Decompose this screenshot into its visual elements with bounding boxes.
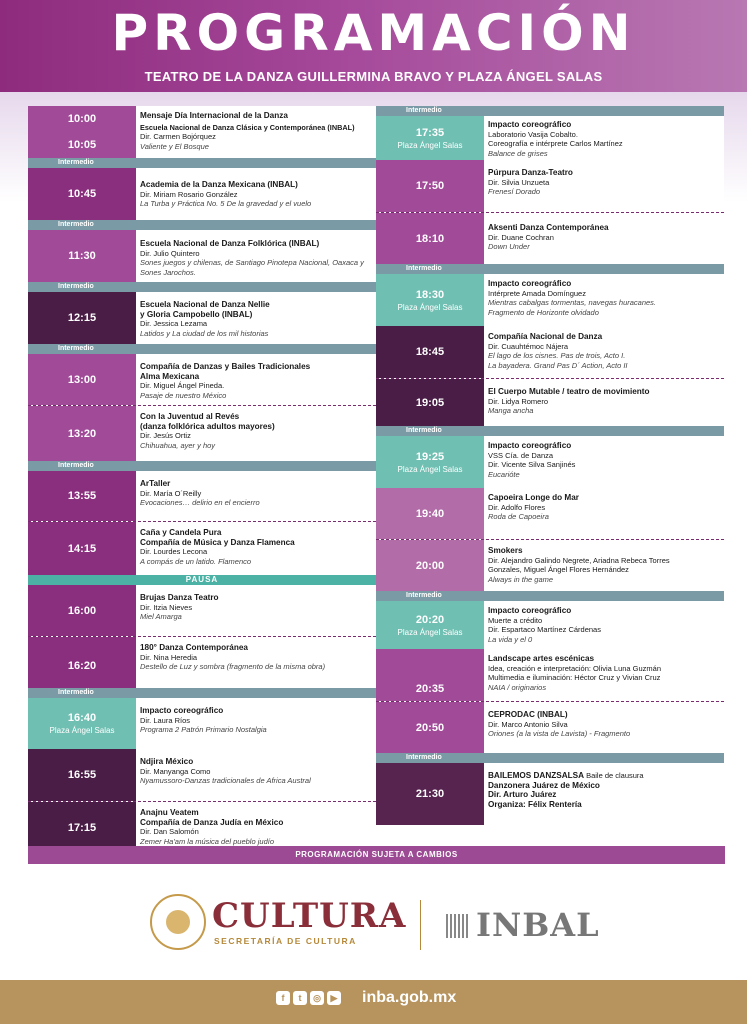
entry-director: Dir. Alejandro Galindo Negrete, Ariadna Rebeca Torres xyxy=(488,555,670,565)
time-label: 16:00 xyxy=(67,604,97,617)
intermission-bar: Intermedio xyxy=(28,282,376,292)
time-label: 12:15 xyxy=(67,312,97,324)
intermission-bar: Intermedio xyxy=(28,220,376,230)
time-label: 13:20 xyxy=(67,427,97,440)
schedule-entry xyxy=(28,406,376,461)
entry-director: Gonzales, Miguel Ángel Flores Hernández xyxy=(488,565,629,575)
entry-director: Dir. Laura Ríos xyxy=(140,715,191,725)
entry-details xyxy=(136,585,376,636)
entry-title: (danza folklórica adultos mayores) xyxy=(140,421,275,431)
intermission-bar: Intermedio xyxy=(28,461,376,471)
entry-title: Compañía de Danzas y Bailes Tradicionales xyxy=(140,362,311,371)
entry-details xyxy=(484,763,724,825)
schedule-column-right xyxy=(376,106,724,825)
time-block xyxy=(376,116,484,160)
venue-subtitle: TEATRO DE LA DANZA GUILLERMINA BRAVO Y PLAZA ÁNGEL SALAS xyxy=(144,69,603,84)
entry-title: y Gloria Campobello (INBAL) xyxy=(140,309,253,319)
entry-work: Valiente y El Bosque xyxy=(140,141,209,151)
time-block xyxy=(376,274,484,326)
time-label: 14:15 xyxy=(67,542,97,555)
schedule-entry xyxy=(376,702,724,753)
time-label: 13:00 xyxy=(67,373,97,386)
entry-title: Landscape artes escénicas xyxy=(488,654,595,663)
time-block xyxy=(28,749,136,801)
time-label: 10:45 xyxy=(67,188,97,200)
time-label: 13:55 xyxy=(67,490,97,502)
entry-title: Anajnu Veatem xyxy=(140,808,199,817)
logo-strip xyxy=(0,880,747,975)
schedule-column-left xyxy=(28,106,376,854)
time-block xyxy=(28,354,136,405)
intermission-bar: Intermedio xyxy=(376,426,724,436)
entry-title: Impacto coreográfico xyxy=(488,441,572,450)
time-block xyxy=(28,292,136,344)
schedule-entry xyxy=(28,106,376,158)
entry-director: Dir. María O´Reilly xyxy=(140,488,202,498)
entry-title: CEPRODAC (INBAL) xyxy=(488,710,568,719)
time-block xyxy=(376,763,484,825)
entry-subtitle: Baile de clausura xyxy=(583,771,644,780)
schedule-entry xyxy=(376,436,724,488)
time-label: 17:35 xyxy=(415,126,445,139)
schedule-entry xyxy=(28,585,376,637)
entry-title: Brujas Danza Teatro xyxy=(140,593,219,602)
entry-work: Pasaje de nuestro México xyxy=(140,390,227,400)
intermission-bar: Intermedio xyxy=(28,158,376,168)
inbal-building-icon xyxy=(446,914,470,938)
entry-work: Latidos y La ciudad de los mil historias xyxy=(140,328,269,338)
schedule-entry xyxy=(28,698,376,749)
entry-details xyxy=(136,522,376,575)
time-label: 18:45 xyxy=(415,346,445,358)
entry-director: Dir. Silvia Unzueta xyxy=(488,177,550,187)
entry-organizer: Organiza: Félix Rentería xyxy=(488,799,582,809)
time-block xyxy=(28,585,136,636)
schedule-entry xyxy=(376,160,724,213)
entry-title: BAILEMOS DANZSALSA xyxy=(488,771,584,780)
logo-divider xyxy=(420,900,421,950)
entry-director: Dir. Jessica Lezama xyxy=(140,319,208,329)
entry-director: Dir. Espartaco Martínez Cárdenas xyxy=(488,625,601,635)
schedule-entry xyxy=(28,749,376,802)
venue-label: Plaza Ángel Salas xyxy=(397,464,463,474)
entry-title: Impacto coreográfico xyxy=(488,279,572,288)
time-label: 19:40 xyxy=(415,507,445,520)
entry-work: Chihuahua, ayer y hoy xyxy=(140,440,216,450)
entry-details xyxy=(484,326,724,378)
schedule-entry xyxy=(376,326,724,379)
entry-director: Dir. Nina Heredia xyxy=(140,652,198,662)
entry-work: La vida y el 0 xyxy=(488,634,533,644)
entry-company: VSS Cía. de Danza xyxy=(488,450,554,460)
time-block xyxy=(28,406,136,461)
time-block xyxy=(376,436,484,488)
entry-details xyxy=(136,292,376,344)
entry-director: Dir. Lidya Romero xyxy=(488,396,549,406)
entry-details xyxy=(484,379,724,426)
entry-work: Balance de grises xyxy=(488,148,548,158)
schedule-entry xyxy=(28,471,376,522)
entry-title: Escuela Nacional de Danza Folklórica (INBAL) xyxy=(140,239,320,248)
entry-title: 180° Danza Contemporánea xyxy=(140,643,248,652)
entry-work: NAIA / originarios xyxy=(488,682,547,692)
entry-director: Dir. Lourdes Lecona xyxy=(140,547,208,557)
page-title: PROGRAMACIÓN xyxy=(111,4,636,62)
entry-work: Zemer Ha'am la música del pueblo judío xyxy=(140,836,274,846)
venue-label: Plaza Ángel Salas xyxy=(49,726,115,735)
time-block xyxy=(28,230,136,282)
time-label: 18:10 xyxy=(415,232,445,245)
entry-director: Dir. Jesús Ortiz xyxy=(140,431,191,441)
secretaria-label: SECRETARÍA DE CULTURA xyxy=(214,936,357,946)
schedule-entry xyxy=(28,637,376,688)
time-label: 19:05 xyxy=(415,396,445,409)
entry-title: Academia de la Danza Mexicana (INBAL) xyxy=(140,180,298,189)
time-label: 18:30 xyxy=(415,288,445,301)
entry-work: Fragmento de Horizonte olvidado xyxy=(488,307,599,317)
schedule-entry xyxy=(376,763,724,825)
entry-title: Capoeira Longe do Mar xyxy=(488,493,579,502)
entry-director: Dir. Carmen Bojórquez xyxy=(140,132,216,142)
schedule-entry xyxy=(28,230,376,282)
entry-title: Alma Mexicana xyxy=(140,371,200,381)
entry-title: Púrpura Danza-Teatro xyxy=(488,168,573,177)
time-label: 19:25 xyxy=(415,450,445,463)
entry-work: La bayadera. Grand Pas D´ Action, Acto II xyxy=(488,360,628,370)
intermission-bar: Intermedio xyxy=(376,264,724,274)
schedule-notice: PROGRAMACIÓN SUJETA A CAMBIOS xyxy=(28,846,725,864)
schedule-entry xyxy=(376,488,724,540)
schedule-entry xyxy=(376,601,724,649)
entry-details xyxy=(136,406,376,461)
time-block xyxy=(376,601,484,649)
schedule-entry xyxy=(376,274,724,326)
inbal-logo: INBAL xyxy=(476,906,600,944)
entry-title: Smokers xyxy=(488,546,523,555)
entry-title: Compañía de Danza Judía en México xyxy=(140,817,284,827)
entry-work: Nyamussoro-Danzas tradicionales de Africa Austral xyxy=(140,776,311,786)
time-label: 10:05 xyxy=(67,139,97,151)
entry-title: Impacto coreográfico xyxy=(140,706,224,715)
entry-details xyxy=(484,274,724,326)
schedule-entry xyxy=(376,379,724,426)
entry-work: Muerte a crédito xyxy=(488,615,543,625)
time-block xyxy=(28,106,136,158)
time-block xyxy=(28,168,136,220)
entry-director: Dir. Arturo Juárez xyxy=(488,790,557,800)
header-banner xyxy=(0,0,747,92)
time-label: 17:50 xyxy=(415,180,445,192)
entry-title: Caña y Candela Pura xyxy=(140,528,222,537)
entry-title: Ndjira México xyxy=(140,757,194,766)
entry-credits: Intérprete Amada Domínguez xyxy=(488,288,586,298)
entry-credits: Multimedia e iluminación: Héctor Cruz y Vivian Cruz xyxy=(488,673,661,683)
bottom-bar xyxy=(0,980,747,1024)
time-label: 21:30 xyxy=(415,788,445,800)
twitter-icon[interactable]: t xyxy=(293,991,307,1005)
entry-director: Dir. Adolfo Flores xyxy=(488,502,546,512)
time-label: 16:40 xyxy=(67,712,97,724)
entry-work: Destello de Luz y sombra (fragmento de la misma obra) xyxy=(140,662,326,672)
intermission-bar: Intermedio xyxy=(28,688,376,698)
entry-director: Dir. Miguel Ángel Pineda. xyxy=(140,381,225,391)
entry-details xyxy=(484,649,724,701)
venue-label: Plaza Ángel Salas xyxy=(397,302,463,312)
entry-director: Dir. Itzia Nieves xyxy=(140,602,193,612)
entry-work: A compás de un latido. Flamenco xyxy=(140,556,252,566)
entry-director: Dir. Dan Salomón xyxy=(140,827,199,837)
entry-title: Impacto coreográfico xyxy=(488,606,572,615)
entry-director: Dir. Cuauhtémoc Nájera xyxy=(488,341,569,351)
entry-work: Roda de Capoeira xyxy=(488,512,549,522)
time-label: 10:00 xyxy=(67,113,97,125)
facebook-icon[interactable]: f xyxy=(276,991,290,1005)
time-label: 20:00 xyxy=(415,559,445,572)
entry-work: Manga ancha xyxy=(488,406,534,416)
entry-credits: Coreografía e intérprete Carlos Martínez xyxy=(488,139,623,149)
instagram-icon[interactable]: ◎ xyxy=(310,991,324,1005)
entry-work: Mientras cabalgas tormentas, navegas huracanes. xyxy=(488,298,657,308)
time-block xyxy=(376,488,484,539)
entry-work: Always in the game xyxy=(488,574,554,584)
cultura-logo: CULTURA xyxy=(212,896,407,936)
schedule-entry xyxy=(28,522,376,575)
venue-label: Plaza Ángel Salas xyxy=(397,140,463,150)
schedule-entry xyxy=(28,168,376,220)
entry-work: Miel Amarga xyxy=(140,612,182,622)
social-icons xyxy=(276,991,341,1005)
entry-details xyxy=(136,637,376,688)
entry-title: Compañía de Música y Danza Flamenca xyxy=(140,537,295,547)
entry-details xyxy=(484,116,724,160)
entry-title: El Cuerpo Mutable / teatro de movimiento xyxy=(488,387,650,396)
entry-details xyxy=(484,702,724,753)
entry-details xyxy=(136,749,376,801)
schedule-entry xyxy=(376,649,724,702)
entry-work: La Turba y Práctica No. 5 De la gravedad y el vuelo xyxy=(140,199,312,209)
entry-details xyxy=(484,540,724,591)
time-label: 16:55 xyxy=(67,769,97,781)
time-label: 20:20 xyxy=(415,613,445,626)
entry-company: Laboratorio Vasija Cobalto. xyxy=(488,129,578,139)
entry-title: Mensaje Día Internacional de la Danza xyxy=(140,111,288,120)
schedule-entry xyxy=(28,354,376,406)
time-label: 17:15 xyxy=(67,822,97,834)
entry-work: El lago de los cisnes. Pas de trois, Acto I. xyxy=(488,351,626,361)
venue-label: Plaza Ángel Salas xyxy=(397,627,463,637)
entry-work: Down Under xyxy=(488,242,530,252)
time-block xyxy=(28,522,136,575)
entry-company: Escuela Nacional de Danza Clásica y Contemporánea (INBAL) xyxy=(140,122,355,132)
pause-bar: PAUSA xyxy=(28,575,376,585)
time-label: 20:50 xyxy=(415,721,445,734)
entry-details xyxy=(484,160,724,212)
time-block xyxy=(28,698,136,749)
entry-title: Con la Juventud al Revés xyxy=(140,412,240,421)
entry-details xyxy=(484,601,724,649)
time-block xyxy=(376,326,484,378)
intermission-bar: Intermedio xyxy=(28,344,376,354)
entry-title: Impacto coreográfico xyxy=(488,120,572,129)
entry-company: Danzonera Juárez de México xyxy=(488,780,600,790)
time-label: 11:30 xyxy=(68,250,96,262)
entry-work: Evocaciones… delirio en el encierro xyxy=(140,498,260,508)
entry-details xyxy=(136,698,376,749)
time-label: 16:20 xyxy=(67,660,97,672)
time-block xyxy=(28,471,136,521)
intermission-bar: Intermedio xyxy=(376,591,724,601)
entry-details xyxy=(484,488,724,539)
entry-title: Escuela Nacional de Danza Nellie xyxy=(140,300,270,309)
time-block xyxy=(376,379,484,426)
entry-work: Eucarióte xyxy=(488,469,520,479)
entry-title: Compañía Nacional de Danza xyxy=(488,332,603,341)
entry-director: Dir. Manyanga Como xyxy=(140,766,211,776)
entry-details xyxy=(136,106,376,158)
schedule-entry xyxy=(28,292,376,344)
youtube-icon[interactable]: ▶ xyxy=(327,991,341,1005)
schedule-entry xyxy=(376,540,724,591)
entry-director: Dir. Vicente Silva Sanjinés xyxy=(488,460,576,470)
entry-director: Dir. Miriam Rosario González xyxy=(140,189,238,199)
schedule-entry xyxy=(376,116,724,160)
time-block xyxy=(376,702,484,753)
entry-credits: Idea, creación e interpretación: Olivia Luna Guzmán xyxy=(488,663,662,673)
entry-work: Frenesí Dorado xyxy=(488,187,541,197)
entry-director: Dir. Marco Antonio Silva xyxy=(488,719,568,729)
entry-director: Dir. Duane Cochran xyxy=(488,232,554,242)
entry-work: Programa 2 Patrón Primario Nostalgia xyxy=(140,725,267,735)
time-block xyxy=(376,213,484,264)
seal-icon xyxy=(150,894,206,950)
entry-work: Sones juegos y chilenas, de Santiago Pinotepa Nacional, Oaxaca y Sones Jarochos. xyxy=(140,258,364,277)
website-link[interactable]: inba.gob.mx xyxy=(362,989,457,1006)
entry-work: Oriones (a la vista de Lavista) - Fragmento xyxy=(488,729,631,739)
entry-title: Aksenti Danza Contemporánea xyxy=(488,223,609,232)
time-label: 20:35 xyxy=(415,683,445,695)
schedule-entry xyxy=(376,213,724,264)
entry-details xyxy=(136,354,376,405)
intermission-bar: Intermedio xyxy=(376,753,724,763)
entry-details xyxy=(136,168,376,220)
entry-details xyxy=(136,471,376,521)
entry-director: Dir. Julio Quintero xyxy=(140,248,200,258)
entry-details xyxy=(484,436,724,488)
time-block xyxy=(376,540,484,591)
time-block xyxy=(28,637,136,688)
entry-title-line xyxy=(488,771,720,781)
time-block xyxy=(376,649,484,701)
entry-details xyxy=(484,213,724,264)
entry-title: ArTaller xyxy=(140,479,171,488)
intermission-bar: Intermedio xyxy=(376,106,724,116)
time-block xyxy=(376,160,484,212)
entry-details xyxy=(136,230,376,282)
